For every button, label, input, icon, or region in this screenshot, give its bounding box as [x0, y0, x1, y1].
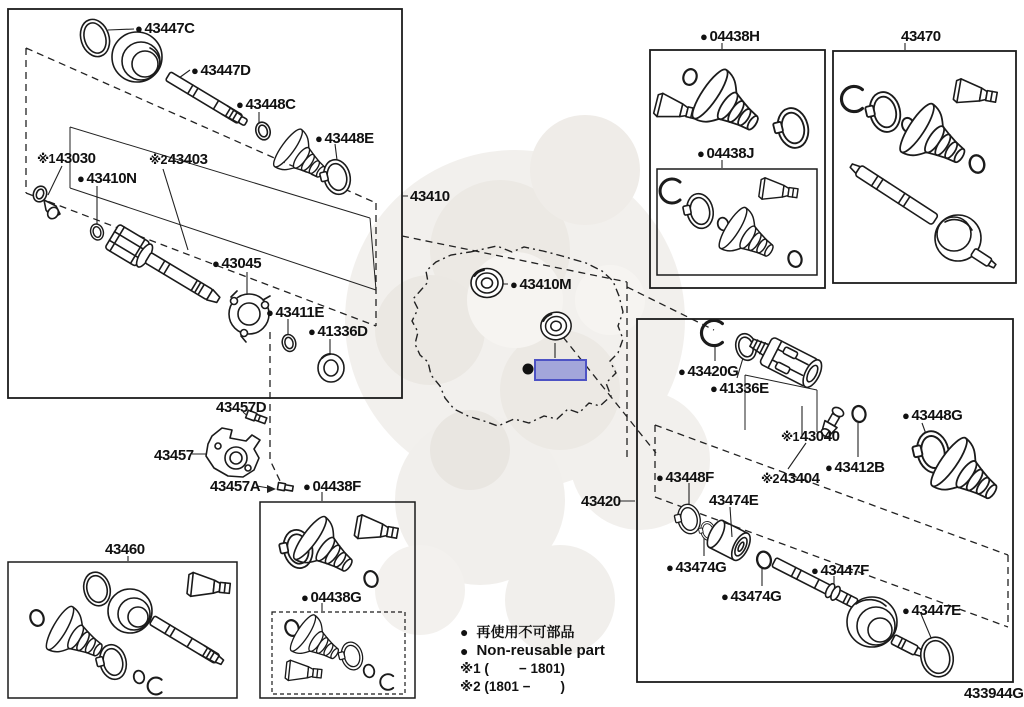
part-number-text: 43474E: [709, 491, 759, 509]
non-reusable-dot: ●: [666, 559, 674, 575]
part-label-04438J-13[interactable]: [697, 145, 754, 161]
part-label-43404-21[interactable]: [761, 470, 820, 486]
part-label-43457-29[interactable]: [154, 447, 194, 463]
part-number-text: 43030: [55, 149, 96, 167]
part-number-text: 43410: [410, 187, 450, 205]
part-number-text: 43045: [221, 254, 262, 272]
part-label-43420-27[interactable]: [581, 493, 621, 509]
part-number-text: 43040: [799, 427, 840, 445]
part-number-text: 41336E: [719, 379, 769, 397]
bolt-drawing: [277, 483, 293, 492]
part-label-41336E-16[interactable]: [710, 380, 769, 396]
non-reusable-dot: ●: [301, 589, 309, 605]
arrowhead: [267, 485, 276, 493]
part-number-text: 43448G: [911, 406, 963, 424]
part-label-04438G-32[interactable]: [301, 589, 361, 605]
part-label-43030-4[interactable]: [37, 150, 96, 166]
breather-joint-drawing: [31, 184, 60, 221]
non-reusable-dot: ●: [315, 130, 323, 146]
non-reusable-dot: ●: [700, 28, 708, 44]
non-reusable-dot: ●: [678, 363, 686, 379]
non-reusable-dot: ●: [811, 562, 819, 578]
highlighted-part[interactable]: [534, 359, 587, 381]
legend-jp-text: 再使用不可部品: [476, 623, 575, 640]
part-number-text: 43474G: [730, 587, 782, 605]
inner-shaft-drawing: [105, 224, 226, 312]
part-number-text: 43410M: [519, 275, 572, 293]
non-reusable-dot: ●: [303, 478, 311, 494]
part-number-text: 43448C: [245, 95, 296, 113]
non-reusable-dot: ●: [460, 623, 469, 640]
part-number-text: 43460: [105, 540, 145, 558]
part-label-43474E-22[interactable]: [709, 492, 758, 508]
spec-marker: ※1: [781, 429, 799, 444]
diagram-number: 433944G: [964, 685, 1024, 702]
legend-note-2: ※2 (1801 − ): [460, 679, 566, 694]
part-number-text: 43447C: [144, 19, 195, 37]
non-reusable-dot: ●: [236, 96, 244, 112]
non-reusable-dot: ●: [510, 276, 518, 292]
part-number-text: 43403: [167, 150, 208, 168]
part-label-43457A-30[interactable]: [210, 478, 260, 494]
non-reusable-dot: ●: [266, 304, 274, 320]
non-reusable-dot: ●: [191, 62, 199, 78]
legend-row-en: [460, 641, 605, 660]
part-number-text: 04438H: [709, 27, 760, 45]
part-number-text: 43448E: [324, 129, 374, 147]
part-label-43040-18[interactable]: [781, 428, 840, 444]
part-number-text: 43412B: [834, 458, 885, 476]
part-number-text: 43404: [779, 469, 820, 487]
spec-marker: ※1: [37, 151, 55, 166]
non-reusable-dot: ●: [135, 20, 143, 36]
part-label-43448G-17[interactable]: [902, 407, 962, 423]
part-label-43447D-1[interactable]: [191, 62, 251, 78]
part-number-text: 43410N: [86, 169, 137, 187]
non-reusable-dot: ●: [902, 602, 910, 618]
part-number-text: 43448F: [665, 468, 714, 486]
part-label-43474G-23[interactable]: [666, 559, 726, 575]
part-number-text: 43447D: [200, 61, 251, 79]
non-reusable-dot: ●: [77, 170, 85, 186]
spec-marker: ※2: [149, 152, 167, 167]
part-number-text: 43411E: [275, 303, 324, 321]
shaft-43460-drawing: [28, 569, 231, 694]
part-number-text: 43474G: [675, 558, 727, 576]
part-number-text: 04438F: [312, 477, 361, 495]
part-number-text: 43447E: [911, 601, 961, 619]
non-reusable-dot: ●: [710, 380, 718, 396]
part-number-text: 41336D: [317, 322, 368, 340]
part-number-text: 43420G: [687, 362, 739, 380]
part-label-43447C-0[interactable]: [135, 20, 195, 36]
spec-marker: ※2: [761, 471, 779, 486]
part-number-text: 43470: [901, 27, 941, 45]
part-label-43403-6[interactable]: [149, 151, 208, 167]
part-label-43470-14[interactable]: [901, 28, 941, 44]
part-number-text: 43420: [581, 492, 621, 510]
part-number-text: 43457A: [210, 477, 261, 495]
part-number-text: 43447F: [820, 561, 869, 579]
non-reusable-dot: ●: [902, 407, 910, 423]
legend-note-1: ※1 ( − 1801): [460, 661, 566, 676]
part-number-text: 04438G: [310, 588, 362, 606]
part-label-43411E-8[interactable]: [266, 304, 324, 320]
part-label-04438F-31[interactable]: [303, 478, 361, 494]
part-label-43045-7[interactable]: [212, 255, 261, 271]
part-label-43410M-11[interactable]: [510, 276, 571, 292]
non-reusable-dot: ●: [721, 588, 729, 604]
non-reusable-dot: [523, 364, 534, 375]
part-number-text: 43457D: [216, 398, 267, 416]
non-reusable-dot: ●: [460, 642, 469, 659]
non-reusable-dot: ●: [308, 323, 316, 339]
watermark: [345, 115, 710, 655]
non-reusable-dot: ●: [697, 145, 705, 161]
part-number-text: 43457: [154, 446, 194, 464]
part-label-43474G-24[interactable]: [721, 588, 781, 604]
part-label-04438H-12[interactable]: [700, 28, 760, 44]
part-label-43420G-15[interactable]: [678, 363, 738, 379]
part-label-43410N-5[interactable]: [77, 170, 137, 186]
legend-row-jp: [460, 622, 605, 641]
non-reusable-dot: ●: [825, 459, 833, 475]
part-label-43412B-19[interactable]: [825, 459, 885, 475]
part-label-43460-33[interactable]: [105, 541, 145, 557]
non-reusable-dot: ●: [212, 255, 220, 271]
part-label-41336D-9[interactable]: [308, 323, 368, 339]
part-label-43447F-25[interactable]: [811, 562, 869, 578]
part-label-43410-10[interactable]: [410, 188, 450, 204]
part-label-43448C-2[interactable]: [236, 96, 296, 112]
shaft-43470-drawing: [841, 78, 998, 270]
part-label-43448F-20[interactable]: [656, 469, 714, 485]
bearing-flange-drawing: [229, 291, 270, 342]
part-label-43448E-3[interactable]: [315, 130, 374, 146]
oil-seal-drawing: [318, 354, 344, 382]
legend: [460, 622, 605, 696]
part-number-text: 04438J: [706, 144, 755, 162]
part-label-43447E-26[interactable]: [902, 602, 961, 618]
non-reusable-dot: ●: [656, 469, 664, 485]
part-label-43457D-28[interactable]: [216, 399, 266, 415]
legend-en-text: Non-reusable part: [476, 642, 605, 659]
